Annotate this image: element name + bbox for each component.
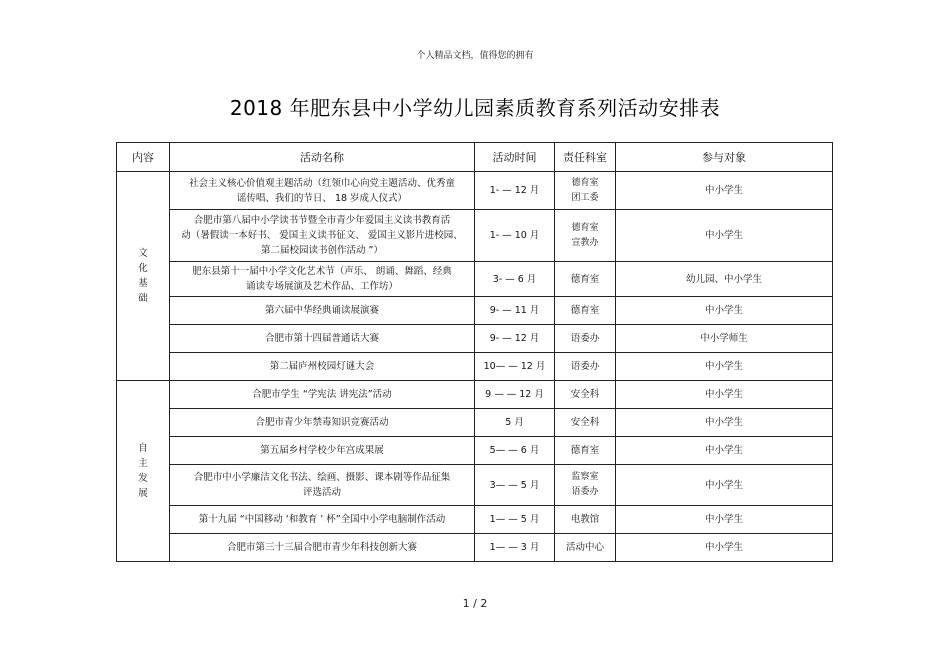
category-cell <box>117 381 170 562</box>
column-header: 活动名称 <box>170 143 475 172</box>
category-char: 主 <box>138 458 148 469</box>
activity-time-cell: 3- — 6 月 <box>475 262 555 297</box>
column-header: 活动时间 <box>475 143 555 172</box>
category-cell <box>117 172 170 381</box>
department-cell <box>555 297 616 325</box>
activity-time-cell: 1- — 10 月 <box>475 210 555 262</box>
table-header-row <box>117 143 833 172</box>
activity-time-cell: 5 月 <box>475 409 555 437</box>
activity-name-line: 动（暑假读一本好书、 爱国主义读书征文、 爱国主义影片进校园、 <box>181 230 463 241</box>
department-cell <box>555 210 616 262</box>
activity-name-cell <box>170 325 475 353</box>
activity-name-cell <box>170 381 475 409</box>
activity-name-cell <box>170 465 475 506</box>
department-cell <box>555 409 616 437</box>
department-cell <box>555 325 616 353</box>
activity-name-cell <box>170 210 475 262</box>
header-note: 个人精品文档，值得您的拥有 <box>416 51 534 61</box>
activity-schedule-table <box>116 142 833 562</box>
activity-name-line: 第二届校园读书创作活动 ”） <box>261 245 383 256</box>
activity-name-line: 合肥市第十四届普通话大赛 <box>264 333 379 344</box>
department-cell <box>555 465 616 506</box>
activity-name-line: 评选活动 <box>302 487 341 498</box>
activity-time-cell: 1— — 3 月 <box>475 534 555 562</box>
participants-cell: 中小学生 <box>616 534 833 562</box>
department-cell <box>555 437 616 465</box>
table-row <box>117 325 833 353</box>
department-line: 电教馆 <box>570 514 600 525</box>
document-title: 2018 年肥东县中小学幼儿园素质教育系列活动安排表 <box>229 96 721 120</box>
department-line: 活动中心 <box>565 542 604 553</box>
activity-name-line: 合肥市青少年禁毒知识竞赛活动 <box>255 417 389 428</box>
activity-time-cell: 3— — 5 月 <box>475 465 555 506</box>
activity-time-cell: 1- — 12 月 <box>475 172 555 210</box>
page-number: 1 / 2 <box>462 597 488 610</box>
department-line: 语委办 <box>570 333 600 344</box>
participants-cell: 中小学生 <box>616 353 833 381</box>
category-char: 化 <box>138 263 148 274</box>
activity-name-line: 第五届乡村学校少年宫成果展 <box>260 445 384 456</box>
table-row <box>117 262 833 297</box>
activity-name-cell <box>170 506 475 534</box>
department-cell <box>555 506 616 534</box>
table-row <box>117 534 833 562</box>
table-row <box>117 506 833 534</box>
activity-name-cell <box>170 409 475 437</box>
department-line: 安全科 <box>570 389 600 400</box>
department-cell <box>555 381 616 409</box>
department-cell <box>555 353 616 381</box>
table-row <box>117 297 833 325</box>
activity-time-cell: 9- — 11 月 <box>475 297 555 325</box>
participants-cell: 中小学生 <box>616 506 833 534</box>
table-row <box>117 409 833 437</box>
activity-name-line: 肥东县第十一届中小学文化艺术节（声乐、 朗诵、舞蹈、经典 <box>192 266 452 277</box>
column-header: 责任科室 <box>555 143 616 172</box>
participants-cell: 幼儿园、中小学生 <box>616 262 833 297</box>
participants-cell: 中小学生 <box>616 172 833 210</box>
department-line: 语委办 <box>570 361 600 372</box>
participants-cell: 中小学师生 <box>616 325 833 353</box>
department-line: 安全科 <box>570 417 600 428</box>
category-char: 自 <box>138 443 148 454</box>
table-row <box>117 381 833 409</box>
table-row <box>117 465 833 506</box>
activity-time-cell: 5— — 6 月 <box>475 437 555 465</box>
table-row <box>117 437 833 465</box>
category-char: 展 <box>138 488 148 499</box>
department-cell <box>555 172 616 210</box>
department-line: 德育室 <box>571 222 599 233</box>
activity-name-line: 谣传唱、我们的节日、 18 岁成人仪式） <box>236 192 408 204</box>
participants-cell: 中小学生 <box>616 409 833 437</box>
table-body <box>117 172 833 562</box>
category-char: 文 <box>138 248 148 259</box>
department-line: 团工委 <box>571 192 599 203</box>
participants-cell: 中小学生 <box>616 297 833 325</box>
department-cell <box>555 534 616 562</box>
activity-name-line: 合肥市第八届中小学读书节暨全市青少年爱国主义读书教育活 <box>193 215 451 226</box>
activity-name-line: 第十九届 “中国移动 ‘和教育 ’ 杯”全国中小学电脑制作活动 <box>198 514 446 525</box>
department-line: 德育室 <box>570 273 600 285</box>
activity-time-cell: 9 — — 12 月 <box>475 381 555 409</box>
column-header: 内容 <box>117 143 170 172</box>
department-line: 监察室 <box>571 472 599 482</box>
activity-name-cell <box>170 353 475 381</box>
department-line: 宣教办 <box>571 237 599 248</box>
activity-name-line: 合肥市第三十三届合肥市青少年科技创新大赛 <box>226 542 417 553</box>
column-header: 参与对象 <box>616 143 833 172</box>
activity-name-cell <box>170 297 475 325</box>
activity-name-line: 诵读专场展演及艺术作品、工作坊） <box>245 281 398 292</box>
activity-name-cell <box>170 437 475 465</box>
activity-name-line: 第二届庐州校园灯谜大会 <box>269 361 375 372</box>
activity-name-cell <box>170 172 475 210</box>
category-char: 础 <box>138 293 148 304</box>
category-char: 发 <box>138 473 148 484</box>
participants-cell: 中小学生 <box>616 210 833 262</box>
participants-cell: 中小学生 <box>616 381 833 409</box>
activity-time-cell: 10— — 12 月 <box>475 353 555 381</box>
participants-cell: 中小学生 <box>616 465 833 506</box>
category-char: 基 <box>138 278 148 289</box>
activity-name-line: 合肥市学生 “学宪法 讲宪法”活动 <box>252 389 392 400</box>
activity-name-line: 社会主义核心价值观主题活动（红领巾心向党主题活动、优秀童 <box>188 177 455 189</box>
department-line: 德育室 <box>570 305 600 316</box>
department-cell <box>555 262 616 297</box>
activity-time-cell: 9- — 12 月 <box>475 325 555 353</box>
table-row <box>117 210 833 262</box>
participants-cell: 中小学生 <box>616 437 833 465</box>
activity-name-line: 第六届中华经典诵读展演赛 <box>264 305 379 316</box>
department-line: 德育室 <box>570 445 600 456</box>
activity-name-line: 合肥市中小学廉洁文化书法、绘画、摄影、课本剧等作品征集 <box>193 472 451 483</box>
table-row <box>117 172 833 210</box>
department-line: 德育室 <box>571 177 599 188</box>
department-line: 语委办 <box>571 487 599 497</box>
activity-time-cell: 1— — 5 月 <box>475 506 555 534</box>
table-row <box>117 353 833 381</box>
activity-name-cell <box>170 534 475 562</box>
activity-name-cell <box>170 262 475 297</box>
